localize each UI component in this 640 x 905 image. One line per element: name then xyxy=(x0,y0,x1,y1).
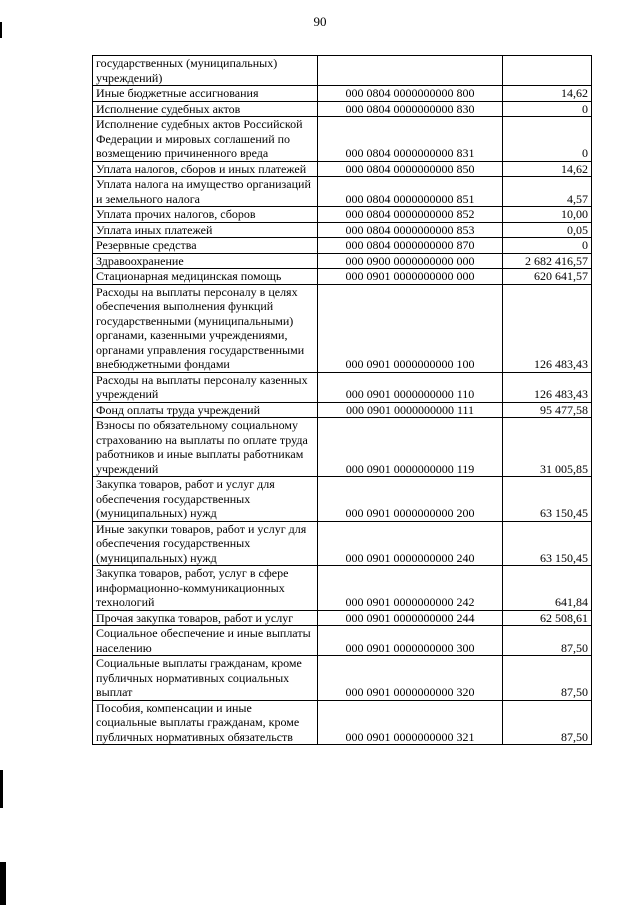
row-code-cell: 000 0804 0000000000 853 xyxy=(318,222,503,238)
table-row xyxy=(93,610,592,626)
row-amount-cell: 0 xyxy=(503,238,592,254)
row-name-cell: Иные закупки товаров, работ и услуг для обеспечения государственных (муниципальных) нужд xyxy=(93,521,318,566)
row-amount-cell: 87,50 xyxy=(503,626,592,656)
table-row xyxy=(93,207,592,223)
row-amount-cell: 63 150,45 xyxy=(503,521,592,566)
row-name-cell: Прочая закупка товаров, работ и услуг xyxy=(93,610,318,626)
row-amount-cell: 63 150,45 xyxy=(503,477,592,522)
row-code-cell: 000 0804 0000000000 831 xyxy=(318,117,503,162)
row-code-cell: 000 0901 0000000000 321 xyxy=(318,700,503,745)
row-amount-cell: 14,62 xyxy=(503,86,592,102)
row-code-cell: 000 0901 0000000000 000 xyxy=(318,269,503,285)
row-code-cell: 000 0901 0000000000 244 xyxy=(318,610,503,626)
row-name-cell: Уплата прочих налогов, сборов xyxy=(93,207,318,223)
table-row xyxy=(93,656,592,701)
row-name-cell: Исполнение судебных актов Российской Федерации и мировых соглашений по возмещению причиненного вреда xyxy=(93,117,318,162)
table-row xyxy=(93,86,592,102)
budget-table xyxy=(92,55,592,745)
row-name-cell: Закупка товаров, работ, услуг в сфере информационно-коммуникационных технологий xyxy=(93,566,318,611)
row-name-cell: Фонд оплаты труда учреждений xyxy=(93,402,318,418)
table-row xyxy=(93,566,592,611)
row-name-cell: Социальные выплаты гражданам, кроме публичных нормативных социальных выплат xyxy=(93,656,318,701)
row-code-cell: 000 0901 0000000000 111 xyxy=(318,402,503,418)
table-row xyxy=(93,477,592,522)
row-amount-cell: 14,62 xyxy=(503,161,592,177)
budget-table-body xyxy=(93,56,592,745)
row-code-cell: 000 0804 0000000000 851 xyxy=(318,177,503,207)
row-code-cell: 000 0901 0000000000 110 xyxy=(318,372,503,402)
table-row xyxy=(93,402,592,418)
scan-edge-mark-top xyxy=(0,22,2,38)
row-name-cell: Расходы на выплаты персоналу в целях обеспечения выполнения функций государственными (муниципальными) органами, казенными учреждениями, органами управления государственными внебюджетными фондами xyxy=(93,284,318,372)
row-code-cell: 000 0804 0000000000 800 xyxy=(318,86,503,102)
row-name-cell: Расходы на выплаты персоналу казенных учреждений xyxy=(93,372,318,402)
row-code-cell: 000 0901 0000000000 242 xyxy=(318,566,503,611)
row-code-cell: 000 0804 0000000000 850 xyxy=(318,161,503,177)
table-row xyxy=(93,117,592,162)
table-row xyxy=(93,284,592,372)
row-amount-cell: 0,05 xyxy=(503,222,592,238)
table-row xyxy=(93,626,592,656)
row-amount-cell: 0 xyxy=(503,101,592,117)
row-code-cell: 000 0804 0000000000 852 xyxy=(318,207,503,223)
table-row xyxy=(93,521,592,566)
table-row xyxy=(93,372,592,402)
row-code-cell: 000 0901 0000000000 200 xyxy=(318,477,503,522)
row-amount-cell: 641,84 xyxy=(503,566,592,611)
row-name-cell: Здравоохранение xyxy=(93,253,318,269)
row-name-cell: Уплата налогов, сборов и иных платежей xyxy=(93,161,318,177)
row-name-cell: Стационарная медицинская помощь xyxy=(93,269,318,285)
page-number: 90 xyxy=(313,14,327,29)
row-name-cell: Исполнение судебных актов xyxy=(93,101,318,117)
scan-edge-mark-bottom xyxy=(0,862,6,905)
table-row xyxy=(93,222,592,238)
table-row xyxy=(93,418,592,477)
row-amount-cell: 87,50 xyxy=(503,700,592,745)
table-row xyxy=(93,177,592,207)
row-amount-cell: 126 483,43 xyxy=(503,284,592,372)
row-name-cell: Пособия, компенсации и иные социальные выплаты гражданам, кроме публичных нормативных обязательств xyxy=(93,700,318,745)
row-amount-cell xyxy=(503,56,592,86)
row-amount-cell: 2 682 416,57 xyxy=(503,253,592,269)
row-code-cell: 000 0901 0000000000 100 xyxy=(318,284,503,372)
row-amount-cell: 10,00 xyxy=(503,207,592,223)
table-row xyxy=(93,238,592,254)
row-code-cell: 000 0901 0000000000 240 xyxy=(318,521,503,566)
scan-edge-mark-middle xyxy=(0,770,3,808)
row-code-cell xyxy=(318,56,503,86)
table-row xyxy=(93,253,592,269)
row-amount-cell: 62 508,61 xyxy=(503,610,592,626)
row-name-cell: Уплата иных платежей xyxy=(93,222,318,238)
row-name-cell: Уплата налога на имущество организаций и земельного налога xyxy=(93,177,318,207)
row-amount-cell: 31 005,85 xyxy=(503,418,592,477)
row-name-cell: Социальное обеспечение и иные выплаты населению xyxy=(93,626,318,656)
table-row xyxy=(93,700,592,745)
row-amount-cell: 0 xyxy=(503,117,592,162)
table-row xyxy=(93,101,592,117)
row-name-cell: Закупка товаров, работ и услуг для обеспечения государственных (муниципальных) нужд xyxy=(93,477,318,522)
row-code-cell: 000 0804 0000000000 830 xyxy=(318,101,503,117)
table-row xyxy=(93,56,592,86)
row-code-cell: 000 0901 0000000000 119 xyxy=(318,418,503,477)
row-code-cell: 000 0804 0000000000 870 xyxy=(318,238,503,254)
row-amount-cell: 95 477,58 xyxy=(503,402,592,418)
row-name-cell: Взносы по обязательному социальному страхованию на выплаты по оплате труда работников и иные выплаты работникам учреждений xyxy=(93,418,318,477)
row-amount-cell: 126 483,43 xyxy=(503,372,592,402)
table-row xyxy=(93,161,592,177)
row-amount-cell: 87,50 xyxy=(503,656,592,701)
row-code-cell: 000 0901 0000000000 300 xyxy=(318,626,503,656)
row-code-cell: 000 0900 0000000000 000 xyxy=(318,253,503,269)
row-name-cell: Иные бюджетные ассигнования xyxy=(93,86,318,102)
row-amount-cell: 620 641,57 xyxy=(503,269,592,285)
row-code-cell: 000 0901 0000000000 320 xyxy=(318,656,503,701)
row-amount-cell: 4,57 xyxy=(503,177,592,207)
table-row xyxy=(93,269,592,285)
row-name-cell: государственных (муниципальных) учреждений) xyxy=(93,56,318,86)
row-name-cell: Резервные средства xyxy=(93,238,318,254)
